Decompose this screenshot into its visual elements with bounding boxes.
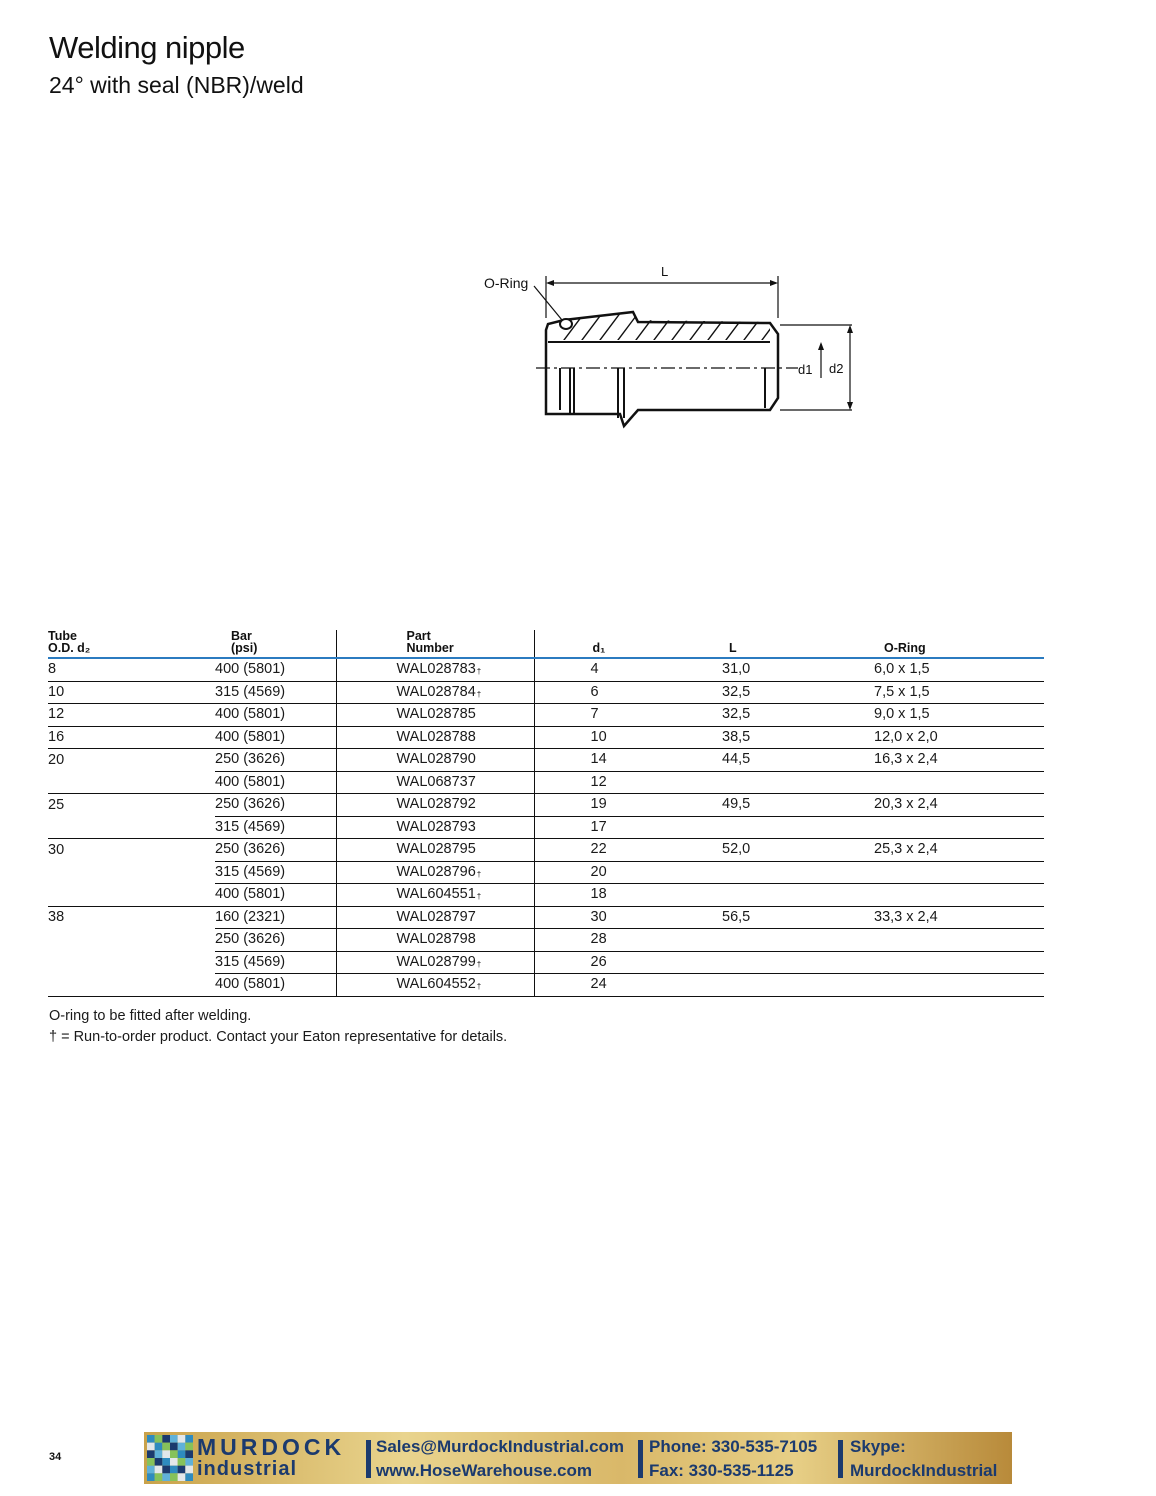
cell-bar: 400 (5801) [215, 704, 336, 727]
cell-d1: 18 [534, 884, 674, 907]
cell-d1: 20 [534, 861, 674, 884]
cell-part-number: WAL028799† [336, 951, 534, 974]
table-row [48, 704, 1044, 727]
o-ring-seal [560, 319, 572, 329]
table-row [48, 794, 1044, 817]
cell-d1: 14 [534, 749, 674, 772]
header-tube: Tube O.D. d₂ [48, 630, 215, 658]
table-row [48, 658, 1044, 681]
cell-l [674, 816, 824, 839]
run-to-order-mark: † [476, 869, 482, 879]
table-row [48, 681, 1044, 704]
header-d1: d₁ [534, 630, 674, 658]
run-to-order-mark: † [476, 892, 482, 902]
cell-d1: 4 [534, 658, 674, 681]
cell-o-ring [824, 816, 1044, 839]
table-row [48, 749, 1044, 772]
page-number: 34 [49, 1451, 62, 1463]
cell-d1: 28 [534, 929, 674, 952]
table-row [48, 726, 1044, 749]
cell-bar: 315 (4569) [215, 816, 336, 839]
cell-l: 32,5 [674, 681, 824, 704]
run-to-order-mark: † [476, 982, 482, 992]
cell-bar: 400 (5801) [215, 726, 336, 749]
murdock-logo-mosaic-icon [147, 1435, 193, 1481]
specification-table [48, 630, 1044, 997]
cell-part-number: WAL604552† [336, 974, 534, 997]
cell-l [674, 929, 824, 952]
d1-label: d1 [798, 362, 813, 377]
banner-email[interactable]: Sales@MurdockIndustrial.com [376, 1437, 625, 1456]
cell-bar: 400 (5801) [215, 974, 336, 997]
cell-o-ring [824, 929, 1044, 952]
cell-o-ring [824, 771, 1044, 794]
cell-d1: 19 [534, 794, 674, 817]
cell-d1: 12 [534, 771, 674, 794]
note-run-to-order: † = Run-to-order product. Contact your Eaton representative for details. [49, 1029, 508, 1045]
cell-l [674, 771, 824, 794]
cell-tube: 10 [48, 681, 215, 704]
cell-o-ring: 25,3 x 2,4 [824, 839, 1044, 862]
cell-o-ring: 6,0 x 1,5 [824, 658, 1044, 681]
cell-part-number: WAL028798 [336, 929, 534, 952]
table-row [48, 816, 1044, 839]
murdock-banner [144, 1432, 1012, 1484]
brand-name: MURDOCK [197, 1434, 346, 1460]
banner-fax: Fax: 330-535-1125 [649, 1461, 794, 1480]
cell-bar: 160 (2321) [215, 906, 336, 929]
cell-tube: 25 [48, 796, 65, 813]
cell-bar: 400 (5801) [215, 884, 336, 907]
cell-o-ring: 33,3 x 2,4 [824, 906, 1044, 929]
cell-o-ring: 7,5 x 1,5 [824, 681, 1044, 704]
cell-d1: 17 [534, 816, 674, 839]
cell-o-ring: 16,3 x 2,4 [824, 749, 1044, 772]
banner-phone: Phone: 330-535-7105 [649, 1437, 818, 1456]
cell-tube [48, 951, 215, 974]
cell-tube [48, 974, 215, 997]
cell-d1: 24 [534, 974, 674, 997]
cell-part-number: WAL028793 [336, 816, 534, 839]
table-row [48, 906, 1044, 929]
cell-tube [48, 884, 215, 907]
cell-l: 31,0 [674, 658, 824, 681]
cell-o-ring: 12,0 x 2,0 [824, 726, 1044, 749]
cell-tube: 30 [48, 841, 65, 858]
header-l: L [674, 630, 824, 658]
header-bar: Bar (psi) [215, 630, 336, 658]
cell-tube: 8 [48, 658, 215, 681]
cell-l [674, 974, 824, 997]
cell-part-number: WAL028796† [336, 861, 534, 884]
welding-nipple-drawing [478, 258, 858, 433]
cell-tube [48, 771, 215, 794]
banner-skype-label: Skype: [850, 1437, 906, 1456]
cell-part-number: WAL028788 [336, 726, 534, 749]
cell-part-number: WAL028790 [336, 749, 534, 772]
cell-part-number: WAL028797 [336, 906, 534, 929]
cell-tube: 12 [48, 704, 215, 727]
page-subtitle: 24° with seal (NBR)/weld [49, 72, 304, 98]
cell-tube: 38 [48, 909, 65, 925]
cell-bar: 315 (4569) [215, 951, 336, 974]
table-row [48, 929, 1044, 952]
table-row [48, 974, 1044, 997]
d2-label: d2 [829, 361, 844, 376]
table-row [48, 861, 1044, 884]
table-row [48, 771, 1044, 794]
cell-bar: 250 (3626) [215, 749, 336, 772]
cell-bar: 400 (5801) [215, 658, 336, 681]
cell-l: 56,5 [674, 906, 824, 929]
cell-l: 52,0 [674, 839, 824, 862]
cell-o-ring [824, 884, 1044, 907]
cell-o-ring [824, 861, 1044, 884]
cell-l: 44,5 [674, 749, 824, 772]
brand-subname: industrial [197, 1458, 298, 1480]
header-o-ring: O-Ring [824, 630, 1044, 658]
banner-skype-id: MurdockIndustrial [850, 1461, 998, 1480]
run-to-order-mark: † [476, 667, 482, 677]
cell-l [674, 951, 824, 974]
cell-part-number: WAL028792 [336, 794, 534, 817]
run-to-order-mark: † [476, 959, 482, 969]
cell-l: 38,5 [674, 726, 824, 749]
cell-o-ring [824, 974, 1044, 997]
run-to-order-mark: † [476, 689, 482, 699]
cell-part-number: WAL028783† [336, 658, 534, 681]
cell-d1: 7 [534, 704, 674, 727]
cell-bar: 250 (3626) [215, 929, 336, 952]
page-title: Welding nipple [49, 30, 245, 65]
banner-divider [838, 1440, 843, 1478]
banner-divider [366, 1440, 371, 1478]
cell-l [674, 884, 824, 907]
cell-tube [48, 929, 215, 952]
banner-website[interactable]: www.HoseWarehouse.com [376, 1461, 593, 1480]
cell-tube [48, 816, 215, 839]
cell-bar: 250 (3626) [215, 839, 336, 862]
cell-l: 32,5 [674, 704, 824, 727]
cell-tube [48, 861, 215, 884]
o-ring-label: O-Ring [484, 275, 529, 291]
cell-part-number: WAL028784† [336, 681, 534, 704]
cell-o-ring: 9,0 x 1,5 [824, 704, 1044, 727]
cell-tube: 20 [48, 751, 65, 768]
cell-d1: 10 [534, 726, 674, 749]
cell-d1: 6 [534, 681, 674, 704]
cell-d1: 26 [534, 951, 674, 974]
cell-tube: 16 [48, 726, 215, 749]
cell-bar: 400 (5801) [215, 771, 336, 794]
cell-part-number: WAL028795 [336, 839, 534, 862]
cell-o-ring [824, 951, 1044, 974]
cell-o-ring: 20,3 x 2,4 [824, 794, 1044, 817]
note-oring: O-ring to be fitted after welding. [49, 1008, 252, 1024]
cell-d1: 30 [534, 906, 674, 929]
header-part-number: Part Number [336, 630, 534, 658]
table-row [48, 951, 1044, 974]
l-label: L [661, 264, 669, 279]
cell-part-number: WAL604551† [336, 884, 534, 907]
table-row [48, 884, 1044, 907]
table-header-row [48, 630, 1044, 658]
cell-part-number: WAL028785 [336, 704, 534, 727]
table-row [48, 839, 1044, 862]
banner-divider [638, 1440, 643, 1478]
cell-l [674, 861, 824, 884]
cell-d1: 22 [534, 839, 674, 862]
cell-part-number: WAL068737 [336, 771, 534, 794]
cell-bar: 315 (4569) [215, 861, 336, 884]
cell-bar: 250 (3626) [215, 794, 336, 817]
cell-bar: 315 (4569) [215, 681, 336, 704]
cell-l: 49,5 [674, 794, 824, 817]
